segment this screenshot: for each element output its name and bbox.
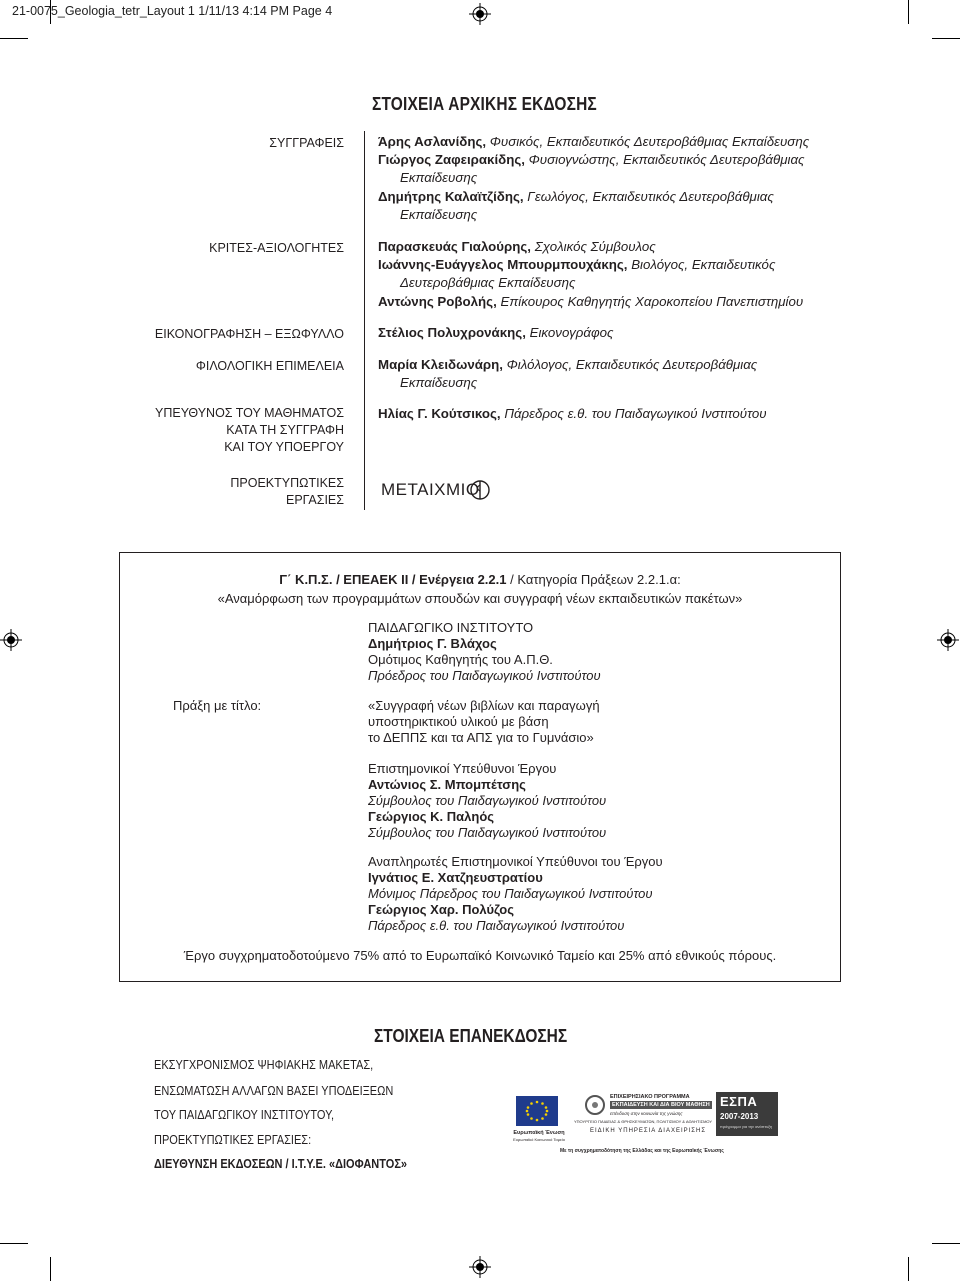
crop-mark	[0, 38, 28, 39]
list-item: Δημήτρης Καλαϊτζίδης, Γεωλόγος, Εκπαιδευτικός Δευτεροβάθμιας	[378, 188, 774, 204]
list-item: Ιωάννης-Ευάγγελος Μπουρμπουχάκης, Βιολόγος, Εκπαιδευτικός	[378, 257, 776, 273]
institute-block: ΠΑΙΔΑΓΩΓΙΚΟ ΙΝΣΤΙΤΟΥΤΟ Δημήτριος Γ. Βλάχος Ομότιμος Καθηγητής του Α.Π.Θ. Πρόεδρος του Παιδαγωγικού Ινστιτούτου	[368, 620, 601, 683]
funding-box	[119, 552, 841, 982]
espa-logo: ΕΣΠΑ 2007-2013 πρόγραμμα για την ανάπτυξη	[716, 1092, 778, 1136]
reviewers-list: Παρασκευάς Γιαλούρης, Σχολικός Σύμβουλος Ιωάννης-Ευάγγελος Μπουρμπουχάκης, Βιολόγος, Εκπαιδευτικός Δευτεροβάθμιας Εκπαίδευσης Αντώνης Ροβολής, Επίκουρος Καθηγητής Χαροκοπείου Πανεπιστημίου	[378, 238, 848, 311]
list-item: Παρασκευάς Γιαλούρης, Σχολικός Σύμβουλος	[378, 239, 656, 254]
reissue-line: ΕΝΣΩΜΑΤΩΣΗ ΑΛΛΑΓΩΝ ΒΑΣΕΙ ΥΠΟΔΕΙΞΕΩΝ	[154, 1084, 394, 1098]
philologist-entry: Μαρία Κλειδωνάρη, Φιλόλογος, Εκπαιδευτικός Δευτεροβάθμιας Εκπαίδευσης	[378, 357, 758, 391]
program-logo: ΕΠΙΧΕΙΡΗΣΙΑΚΟ ΠΡΟΓΡΑΜΜΑ ΕΚΠΑΙΔΕΥΣΗ ΚΑΙ ΔΙΑ ΒΙΟΥ ΜΑΘΗΣΗ επένδυση στην κοινωνία της γνώσης	[584, 1092, 704, 1134]
special-service-caption: ΕΙΔΙΚΗ ΥΠΗΡΕΣΙΑ ΔΙΑΧΕΙΡΙΣΗΣ	[590, 1128, 707, 1134]
original-edition-title: ΣΤΟΙΧΕΙΑ ΑΡΧΙΚΗΣ ΕΚΔΟΣΗΣ	[372, 94, 597, 114]
illustrator-entry: Στέλιος Πολυχρονάκης, Εικονογράφος	[378, 325, 614, 340]
list-item: Γιώργος Ζαφειρακίδης, Φυσιογνώστης, Εκπαιδευτικός Δευτεροβάθμιας	[378, 152, 805, 168]
reissue-line: ΠΡΟΕΚΤΥΠΩΤΙΚΕΣ ΕΡΓΑΣΙΕΣ:	[154, 1133, 312, 1147]
reissue-line: ΕΚΣΥΓΧΡΟΝΙΣΜΟΣ ΨΗΦΙΑΚΗΣ ΜΑΚΕΤΑΣ,	[154, 1058, 374, 1072]
registration-mark-icon	[0, 629, 22, 651]
crop-mark	[0, 1243, 28, 1244]
crop-mark	[50, 0, 51, 24]
reissue-publisher: ΔΙΕΥΘΥΝΣΗ ΕΚΔΟΣΕΩΝ / Ι.Τ.Υ.Ε. «ΔΙΟΦΑΝΤΟΣ»	[154, 1157, 408, 1171]
label-responsible: ΥΠΕΥΘΥΝΟΣ ΤΟΥ ΜΑΘΗΜΑΤΟΣ ΚΑΤΑ ΤΗ ΣΥΓΓΡΑΦΗ ΚΑΙ ΤΟΥ ΥΠΟΕΡΓΟΥ	[155, 406, 344, 454]
label-prepress: ΠΡΟΕΚΤΥΠΩΤΙΚΕΣ ΕΡΓΑΣΙΕΣ	[230, 476, 344, 507]
eu-subcaption: Ευρωπαϊκό Κοινωνικό Ταμείο	[513, 1137, 565, 1142]
print-slug: 21-0075_Geologia_tetr_Layout 1 1/11/13 4:14 PM Page 4	[12, 4, 333, 18]
divider-line	[364, 131, 365, 510]
metaixmio-logo: ΜΕΤΑΙΧΜΙΟ	[381, 480, 480, 499]
crop-mark	[50, 1257, 51, 1281]
cofunding-caption: Με τη συγχρηματοδότηση της Ελλάδας και της Ευρωπαϊκής Ένωσης	[560, 1148, 724, 1154]
crop-mark	[908, 1257, 909, 1281]
registration-mark-icon	[937, 629, 959, 651]
registration-mark-icon	[469, 3, 491, 25]
action-title: «Συγγραφή νέων βιβλίων και παραγωγή υποστηρικτικού υλικού με βάση το ΔΕΠΠΣ και τα ΑΠΣ για το Γυμνάσιο»	[368, 698, 600, 745]
scientific-leads: Επιστημονικοί Υπεύθυνοι Έργου Αντώνιος Σ. Μπομπέτσης Σύμβουλος του Παιδαγωγικού Ινστιτούτου Γεώργιος Κ. Παληός Σύμβουλος του Παιδαγωγικού Ινστιτούτου	[368, 761, 607, 840]
eu-caption: Ευρωπαϊκή Ένωση	[513, 1130, 565, 1136]
crop-mark	[932, 38, 960, 39]
action-label: Πράξη με τίτλο:	[173, 698, 262, 713]
crop-mark	[932, 1243, 960, 1244]
label-illustration: ΕΙΚΟΝΟΓΡΑΦΗΣΗ – ΕΞΩΦΥΛΛΟ	[154, 327, 344, 341]
deputy-leads: Αναπληρωτές Επιστημονικοί Υπεύθυνοι του Έργου Ιγνάτιος Ε. Χατζηευστρατίου Μόνιμος Πάρεδρος του Παιδαγωγικού Ινστιτούτου Γεώργιος Χαρ. Πολύζος Πάρεδρος ε.θ. του Παιδαγωγικού Ινστιτούτου	[368, 854, 663, 933]
program-emblem-icon	[584, 1094, 606, 1116]
reissue-line: ΤΟΥ ΠΑΙΔΑΓΩΓΙΚΟΥ ΙΝΣΤΙΤΟΥΤΟΥ,	[154, 1108, 335, 1122]
label-authors: ΣΥΓΓΡΑΦΕΙΣ	[269, 136, 344, 150]
authors-list: Άρης Ασλανίδης, Φυσικός, Εκπαιδευτικός Δευτεροβάθμιας Εκπαίδευσης Γιώργος Ζαφειρακίδης, Φυσιογνώστης, Εκπαιδευτικός Δευτεροβάθμιας Εκπαίδευσης Δημήτρης Καλαϊτζίδης, Γεωλόγος, Εκπαιδευτικός Δευτεροβάθμιας Εκπαίδευσης	[378, 133, 848, 224]
metaixmio-logo-icon	[469, 479, 491, 501]
label-reviewers: ΚΡΙΤΕΣ-ΑΞΙΟΛΟΓΗΤΕΣ	[209, 241, 344, 255]
funding-logos	[502, 1088, 780, 1160]
responsible-entry: Ηλίας Γ. Κούτσικος, Πάρεδρος ε.θ. του Παιδαγωγικού Ινστιτούτου	[378, 406, 767, 421]
funding-footer: Έργο συγχρηματοδοτούμενο 75% από το Ευρωπαϊκό Κοινωνικό Ταμείο και 25% από εθνικούς πόρους.	[183, 948, 777, 963]
funding-program-title: «Αναμόρφωση των προγραμμάτων σπουδών και συγγραφή νέων εκπαιδευτικών πακέτων»	[217, 591, 743, 606]
funding-program-line: Γ΄ Κ.Π.Σ. / ΕΠΕΑΕΚ ΙΙ / Ενέργεια 2.2.1 / Κατηγορία Πράξεων 2.2.1.α:	[279, 572, 681, 587]
eu-flag-icon	[516, 1096, 558, 1126]
crop-mark	[908, 0, 909, 24]
registration-mark-icon	[469, 1256, 491, 1278]
ministry-caption: ΥΠΟΥΡΓΕΙΟ ΠΑΙΔΕΙΑΣ & ΘΡΗΣΚΕΥΜΑΤΩΝ, ΠΟΛΙΤΙΣΜΟΥ & ΑΘΛΗΤΙΣΜΟΥ	[574, 1119, 713, 1124]
list-item: Άρης Ασλανίδης, Φυσικός, Εκπαιδευτικός Δευτεροβάθμιας Εκπαίδευσης	[378, 134, 810, 149]
reissue-title: ΣΤΟΙΧΕΙΑ ΕΠΑΝΕΚΔΟΣΗΣ	[374, 1026, 568, 1046]
label-philology: ΦΙΛΟΛΟΓΙΚΗ ΕΠΙΜΕΛΕΙΑ	[195, 359, 344, 373]
list-item: Αντώνης Ροβολής, Επίκουρος Καθηγητής Χαροκοπείου Πανεπιστημίου	[378, 293, 804, 309]
